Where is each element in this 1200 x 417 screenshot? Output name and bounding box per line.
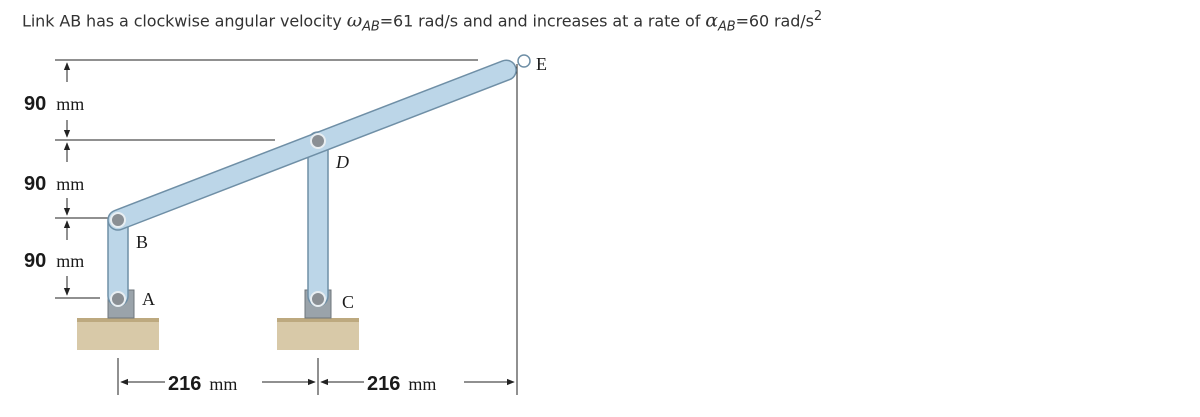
alpha-subscript: AB xyxy=(717,19,736,35)
pin-a xyxy=(111,292,125,306)
point-e-marker xyxy=(518,55,530,67)
ground-a-top xyxy=(77,318,159,322)
label-b: B xyxy=(136,232,149,252)
label-e: E xyxy=(536,54,547,74)
omega-subscript: AB xyxy=(362,19,380,35)
label-d: D xyxy=(336,152,349,172)
ground-c-top xyxy=(277,318,359,322)
label-a: A xyxy=(142,289,155,309)
label-c: C xyxy=(342,292,355,312)
problem-prefix: Link AB has a clockwise angular velocity xyxy=(22,11,342,31)
pin-c xyxy=(311,292,325,306)
alpha-symbol: α xyxy=(705,9,718,32)
ground-c xyxy=(277,318,359,350)
pin-d xyxy=(311,134,325,148)
ground-a xyxy=(77,318,159,350)
omega-value: =61 rad/s and and increases at a rate of xyxy=(379,11,701,31)
alpha-exponent: 2 xyxy=(813,9,822,24)
vdim-3: 90 mm xyxy=(24,250,85,272)
alpha-value: =60 rad/s xyxy=(735,11,814,31)
link-cd xyxy=(308,132,328,306)
hdim-1: 216 mm xyxy=(168,373,238,395)
hdim-2: 216 mm xyxy=(367,373,437,395)
vdim-2: 90 mm xyxy=(24,173,85,195)
omega-symbol: ω xyxy=(346,9,363,32)
pin-b xyxy=(111,213,125,227)
vdim-1: 90 mm xyxy=(24,93,85,115)
